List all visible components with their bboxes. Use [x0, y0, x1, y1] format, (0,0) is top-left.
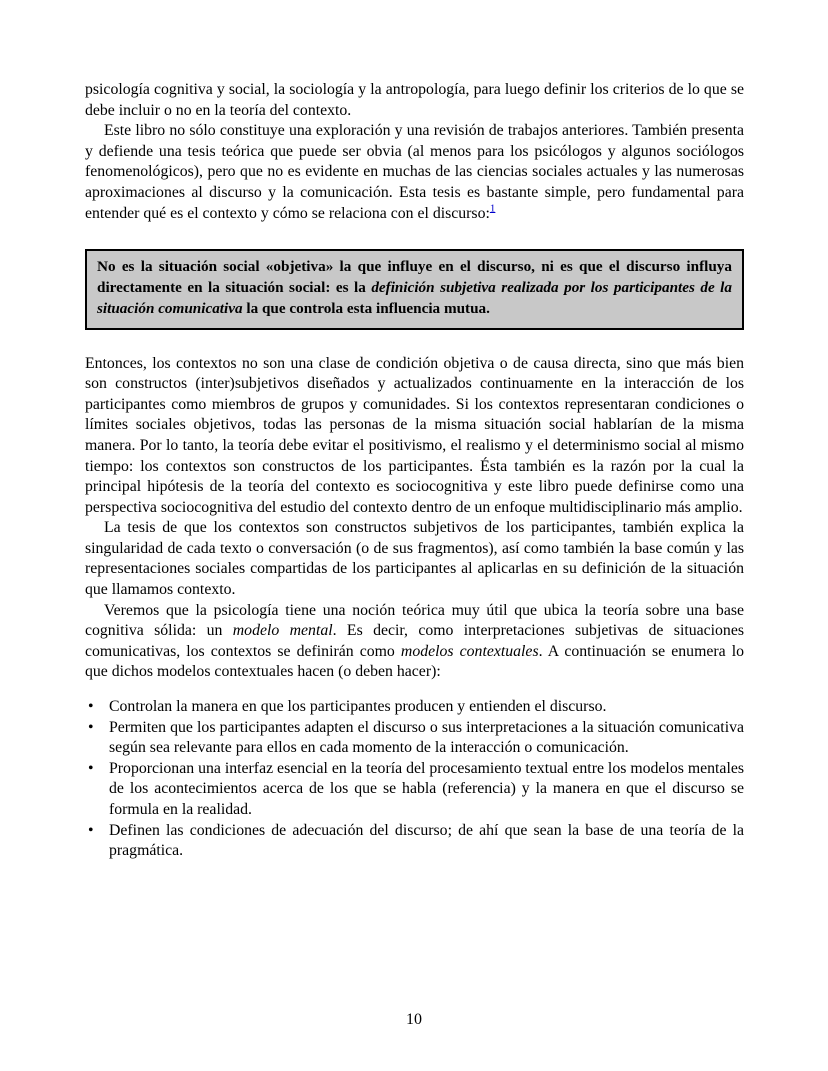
- thesis-box-emphasis: definición subjetiva realizada por los participantes de la situación comunicativa: [97, 278, 732, 317]
- paragraph-mental-models-text-1: Veremos que la psicología tiene una noción teórica muy útil que ubica la teoría sobre una base cognitiva sólida: un: [85, 601, 744, 640]
- paragraph-thesis-intro: [85, 121, 744, 224]
- thesis-box: [85, 249, 744, 329]
- list-item-text: Proporcionan una interfaz esencial en la teoría del procesamiento textual entre los modelos mentales de los acontecimientos acerca de los que se habla (referencia) y la manera en que el discurso se formula en la realidad.: [109, 759, 744, 819]
- list-item-text: Definen las condiciones de adecuación del discurso; de ahí que sean la base de una teoría de la pragmática.: [109, 821, 744, 860]
- page-content: [85, 80, 744, 862]
- list-item-text: Controlan la manera en que los participantes producen y entienden el discurso.: [109, 698, 607, 716]
- bullet-icon: •: [88, 698, 94, 716]
- paragraph-thesis-intro-text: Este libro no sólo constituye una exploración y una revisión de trabajos anteriores. También presenta y defiende una tesis teórica que puede ser obvia (al menos para los psicólogos y algunos sociólogos fenomenológicos), pero que no es evidente en muchas de las ciencias sociales actuales y las numerosas aproximaciones al discurso y la comunicación. Esta tesis es bastante simple, pero fundamental para entender qué es el contexto y cómo se relaciona con el discurso:: [85, 122, 744, 222]
- paragraph-singularity: La tesis de que los contextos son constructos subjetivos de los participantes, también explica la singularidad de cada texto o conversación (o de sus fragmentos), así como también la base común y las representaciones sociales compartidas de los participantes al aplicarlas en su definición de la situación que llamamos contexto.: [85, 519, 744, 599]
- list-item: [85, 759, 744, 821]
- list-item: [85, 718, 744, 759]
- page-number: 10: [406, 1011, 422, 1028]
- list-item: [85, 821, 744, 862]
- bullet-icon: •: [88, 821, 94, 839]
- paragraph-mental-models-text-3: . A continuación se enumera lo que dichos modelos contextuales hacen (o deben hacer):: [85, 642, 745, 681]
- context-models-list: [85, 697, 744, 862]
- bullet-icon: •: [88, 759, 94, 777]
- term-modelo-mental: modelo mental: [232, 622, 333, 640]
- list-item-text: Permiten que los participantes adapten el discurso o sus interpretaciones a la situación comunicativa según sea relevante para ellos en cada momento de la interacción o comunicación.: [109, 718, 744, 757]
- thesis-box-text-2: la que controla esta influencia mutua.: [242, 299, 490, 317]
- term-modelos-contextuales: modelos contextuales: [400, 642, 539, 660]
- list-item: [85, 697, 744, 718]
- paragraph-constructs: Entonces, los contextos no son una clase de condición objetiva o de causa directa, sino que más bien son constructos (inter)subjetivos diseñados y actualizados continuamente en la interacción de los participantes como miembros de grupos y comunidades. Si los contextos representaran condiciones o límites sociales objetivos, todas las personas de la misma situación social hablarían de la misma manera. Por lo tanto, la teoría debe evitar el positivismo, el realismo y el determinismo social al mismo tiempo: los contextos son constructos de los participantes. Ésta también es la razón por la cual la principal hipótesis de la teoría del contexto es sociocognitiva y este libro puede definirse como una perspectiva sociocognitiva del estudio del contexto dentro de un enfoque multidisciplinario más amplio.: [85, 354, 744, 516]
- paragraph-continuation: psicología cognitiva y social, la sociología y la antropología, para luego definir los criterios de lo que se debe incluir o no en la teoría del contexto.: [85, 81, 744, 119]
- bullet-icon: •: [88, 718, 94, 736]
- paragraph-mental-models-text-2: . Es decir, como interpretaciones subjetivas de situaciones comunicativas, los contextos se definirán como: [85, 622, 744, 660]
- paragraph-mental-models: [85, 601, 744, 683]
- thesis-box-text-1: No es la situación social «objetiva» la que influye en el discurso, ni es que el discurso influya directamente en la situación social: es la: [97, 258, 732, 296]
- footnote-link-1[interactable]: 1: [489, 202, 496, 215]
